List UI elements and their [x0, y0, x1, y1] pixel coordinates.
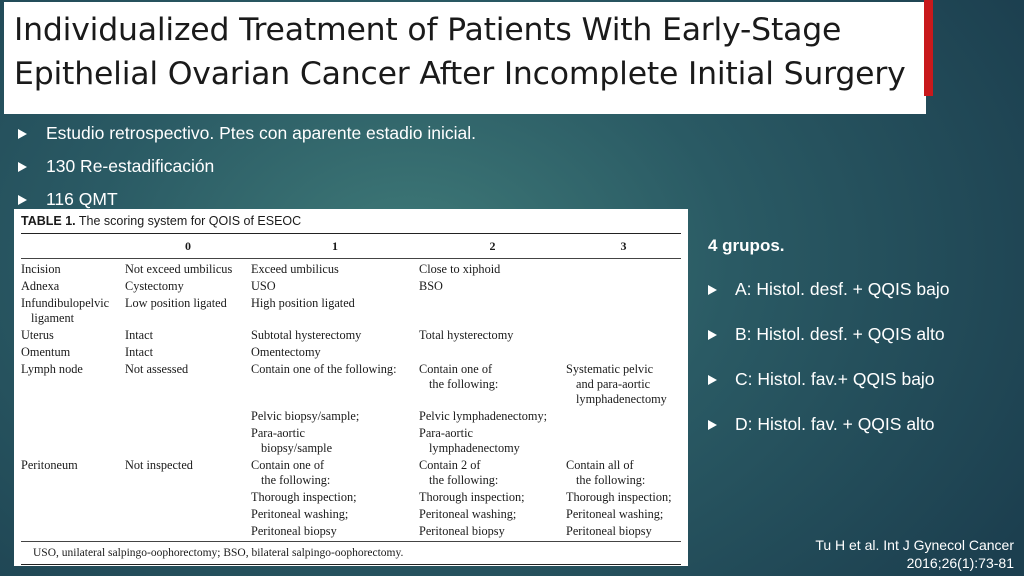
table-header-row: 0 1 2 3	[185, 238, 627, 253]
bullet-item: 116 QMT	[18, 183, 476, 216]
table-row: Uterus Intact Subtotal hysterectomy Total hysterectomy	[21, 328, 514, 342]
group-item: A: Histol. desf. + QQIS bajo	[708, 267, 949, 312]
bullet-triangle-icon	[18, 162, 27, 172]
title-line-2: Epithelial Ovarian Cancer After Incomplete Initial Surgery	[14, 56, 906, 92]
bullet-triangle-icon	[18, 129, 27, 139]
bullet-triangle-icon	[708, 330, 717, 340]
table-row: Lymph node Not assessed Contain one of the following: Contain one of the following: Systematic pelvic and para-aortic lymphadenectomy	[21, 362, 667, 406]
table-row: Pelvic biopsy/sample; Pelvic lymphadenectomy;	[251, 409, 548, 423]
bullet-item: Estudio retrospectivo. Ptes con aparente estadio inicial.	[18, 117, 476, 150]
groups-panel	[708, 233, 949, 447]
slide-title	[4, 2, 926, 114]
group-item: C: Histol. fav.+ QQIS bajo	[708, 357, 949, 402]
bullet-triangle-icon	[708, 285, 717, 295]
scoring-table-image	[14, 209, 688, 566]
table-caption: TABLE 1. The scoring system for QOIS of ESEOC	[21, 214, 302, 228]
bullet-item: 130 Re-estadificación	[18, 150, 476, 183]
table-row: Peritoneal biopsy Peritoneal biopsy Peritoneal biopsy	[251, 524, 652, 538]
table-footnote: USO, unilateral salpingo-oophorectomy; BSO, bilateral salpingo-oophorectomy.	[33, 547, 404, 559]
table-row: Infundibulopelvic ligament Low position ligated High position ligated	[21, 296, 355, 325]
table-row: Peritoneal washing; Peritoneal washing; Peritoneal washing;	[251, 507, 664, 521]
table-row: Omentum Intact Omentectomy	[21, 345, 321, 359]
bullet-triangle-icon	[708, 420, 717, 430]
title-line-1: Individualized Treatment of Patients With Early-Stage	[14, 12, 842, 48]
groups-heading: 4 grupos.	[708, 236, 785, 255]
bullet-triangle-icon	[18, 195, 27, 205]
table-row: Incision Not exceed umbilicus Exceed umbilicus Close to xiphoid	[21, 262, 501, 276]
table-row: Para-aortic biopsy/sample Para-aortic lymphadenectomy	[251, 426, 520, 455]
group-item: B: Histol. desf. + QQIS alto	[708, 312, 949, 357]
table-row: Peritoneum Not inspected Contain one of the following: Contain 2 of the following: Contain all of the following:	[21, 458, 646, 487]
table-row: Thorough inspection; Thorough inspection; Thorough inspection;	[251, 490, 672, 504]
group-item: D: Histol. fav. + QQIS alto	[708, 402, 949, 447]
citation: Tu H et al. Int J Gynecol Cancer 2016;26(1):73-81	[815, 537, 1014, 571]
accent-bar	[924, 0, 933, 96]
bullet-triangle-icon	[708, 375, 717, 385]
table-row: Adnexa Cystectomy USO BSO	[21, 279, 443, 293]
scoring-table	[21, 234, 681, 541]
bullet-list	[18, 117, 476, 216]
